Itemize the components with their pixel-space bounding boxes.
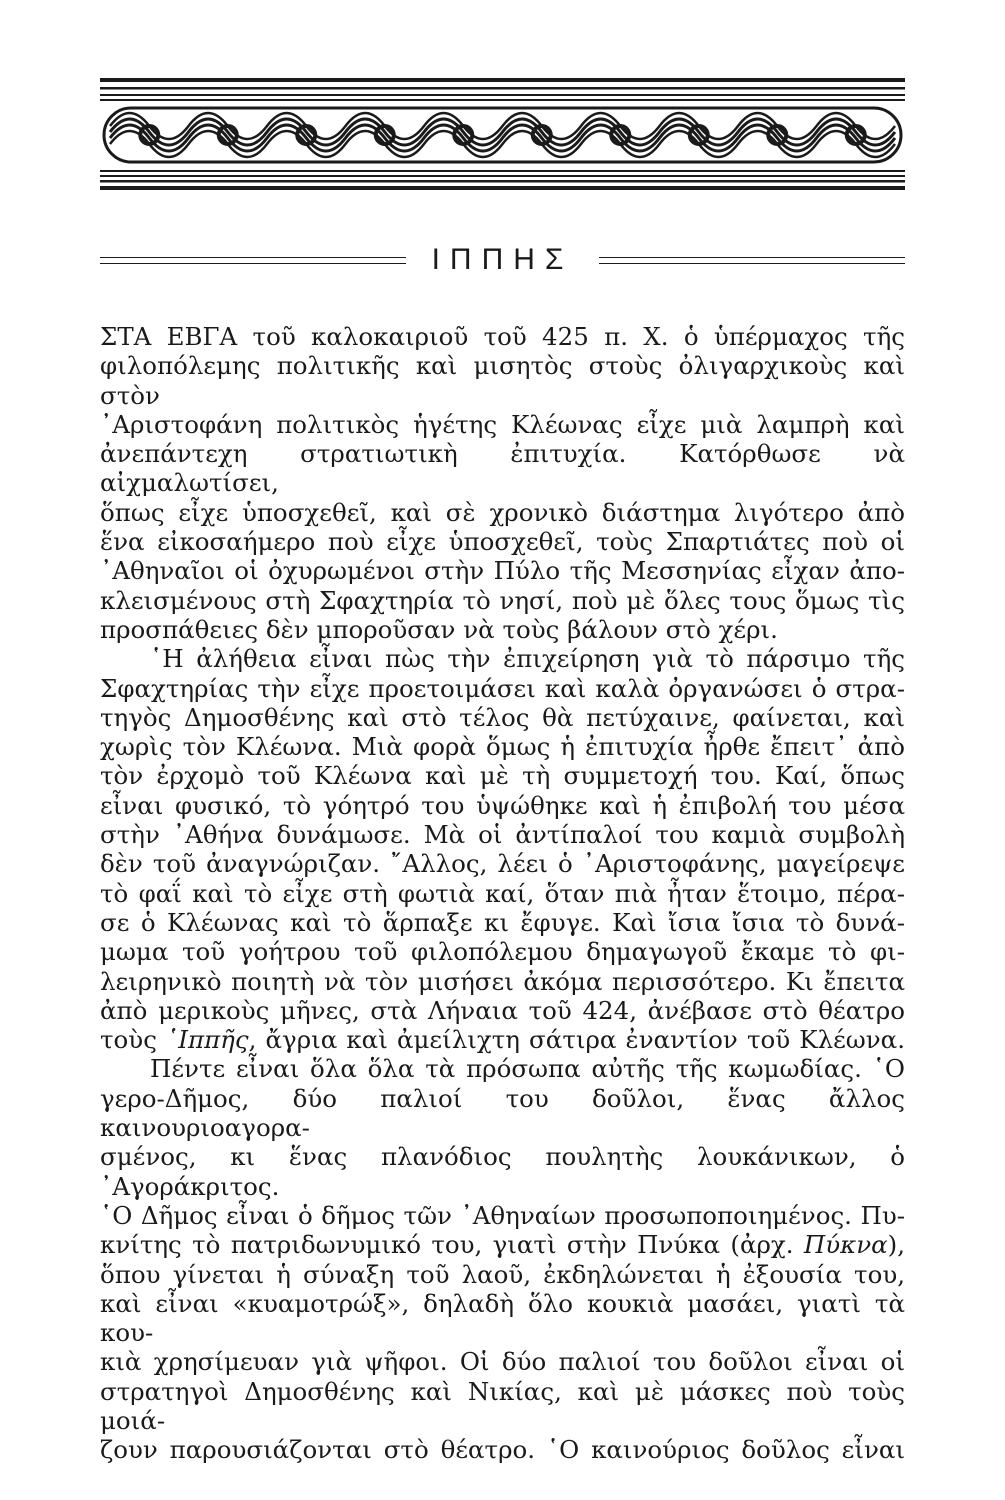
line: προσπάθειες δὲν μποροῦσαν νὰ τοὺς βάλουν στὸ χέρι. [100,614,778,644]
line: τὸ φαΐ καὶ τὸ εἶχε στὴ φωτιὰ καί, ὅταν πιὰ ἦταν ἕτοιμο, πέρα- [100,878,905,908]
line: κλεισμένους στὴ Σφαχτηρία τὸ νησί, ποὺ μὲ ὅλες τους ὅμως τὶς [100,585,905,615]
line: ᾿Αριστοφάνη πολιτικὸς ἡγέτης Κλέωνας εἶχε μιὰ λαμπρὴ καὶ [100,409,905,439]
title-rule-left [100,257,406,264]
meander-wave-ornament [100,78,905,190]
line: ἀπὸ μερικοὺς μῆνες, στὰ Λήναια τοῦ 424, ἀνέβασε στὸ θέατρο [100,995,905,1025]
line: Πέντε εἶναι ὅλα ὅλα τὰ πρόσωπα αὐτῆς τῆς κωμωδίας. ῾Ο [150,1054,905,1084]
line [100,1230,905,1259]
ornament-ring [611,126,629,144]
page-title: ΙΠΠΗΣ [431,243,574,276]
line: ὅπου γίνεται ἡ σύναξη τοῦ λαοῦ, ἐκδηλώνεται ἡ ἐξουσία του, [100,1259,905,1289]
line: τὸν ἐρχομὸ τοῦ Κλέωνα καὶ μὲ τὴ συμμετοχή του. Καί, ὅπως [100,761,905,791]
title-rule-right [599,257,905,264]
line: σμένος, κι ἕνας πλανόδιος πουλητὴς λουκάνικων, ὁ ᾿Αγοράκριτος. [100,1142,905,1201]
ornament-wave-strand [110,119,895,145]
ornament-ring [768,126,786,144]
line: γερο-Δῆμος, δύο παλιοί του δοῦλοι, ἕνας ἄλλος καινουριοαγορα- [100,1083,905,1143]
line: ᾿Αθηναῖοι οἱ ὀχυρωμένοι στὴν Πύλο τῆς Μεσσηνίας εἶχαν ἀπο- [100,556,905,586]
ornament-ring [454,126,472,144]
ornament-ring [140,126,158,144]
line: λειρηνικὸ ποιητὴ νὰ τὸν μισήσει ἀκόμα περισσότερο. Κι ἔπειτα [100,966,905,996]
line: τηγὸς Δημοσθένης καὶ στὸ τέλος θὰ πετύχαινε, φαίνεται, καὶ [100,702,905,732]
ornament-ring [847,126,865,144]
line: στὴν ᾿Αθήνα δυνάμωσε. Μὰ οἱ ἀντίπαλοί του καμιὰ συμβολὴ [100,820,905,850]
ornament-ring [533,126,551,144]
ornament-wave-strand [110,131,895,157]
play-title-italic: ῾Ιππῆς [166,1025,249,1055]
line: Σφαχτηρίας τὴν εἶχε προετοιμάσει καὶ καλὰ ὀργανώσει ὁ στρα- [100,673,905,703]
body-text [100,322,905,1465]
line: καὶ εἶναι «κυαμοτρώξ», δηλαδὴ ὅλο κουκιὰ μασάει, γιατὶ τὰ κου- [100,1288,905,1348]
line: ἕνα εἰκοσαήμερο ποὺ εἶχε ὑποσχεθεῖ, τοὺς Σπαρτιάτες ποὺ οἱ [100,527,905,557]
ornament-ring [376,126,394,144]
title-row [100,240,905,280]
line: φιλοπόλεμης πολιτικῆς καὶ μισητὸς στοὺς ὀλιγαρχικοὺς καὶ στὸν [100,351,905,410]
line: ῾Ο Δῆμος εἶναι ὁ δῆμος τῶν ᾿Αθηναίων προσωποποιημένος. Πυ- [100,1200,905,1230]
ornament-ring [219,126,237,144]
line: κιὰ χρησίμευαν γιὰ ψῆφοι. Οἱ δύο παλιοί του δοῦλοι εἶναι οἱ [100,1347,905,1377]
ornament-wave-strand [110,113,895,139]
text-run: κνίτης τὸ πατριδωνυμικό του, γιατὶ στὴν Πνύκα (ἀρχ. [100,1230,804,1260]
ornament-wave-strand [110,125,895,151]
line: σε ὁ Κλέωνας καὶ τὸ ἅρπαξε κι ἔφυγε. Καὶ ἴσια ἴσια τὸ δυνά- [100,907,905,937]
line: χωρὶς τὸν Κλέωνα. Μιὰ φορὰ ὅμως ἡ ἐπιτυχία ἦρθε ἔπειτ᾿ ἀπὸ [100,732,905,762]
line: ῾Η ἀλήθεια εἶναι πὼς τὴν ἐπιχείρηση γιὰ τὸ πάρσιμο τῆς [150,644,905,674]
ornament-ring [690,126,708,144]
ornament-ring [297,126,315,144]
line [100,1025,905,1054]
ancient-word-italic: Πύκνα [803,1230,888,1260]
text-run: τοὺς [100,1025,167,1055]
text-run: , ἄγρια καὶ ἀμείλιχτη σάτιρα ἐναντίον τοῦ Κλέωνα. [248,1025,905,1055]
line: ζουν παρουσιάζονται στὸ θέατρο. ῾Ο καινούριος δοῦλος εἶναι [100,1435,905,1465]
line: δὲν τοῦ ἀναγνώριζαν. ῎Αλλος, λέει ὁ ᾿Αριστοφάνης, μαγείρεψε [100,849,905,879]
line: μωμα τοῦ γοήτρου τοῦ φιλοπόλεμου δημαγωγοῦ ἔκαμε τὸ φι- [100,937,905,967]
text-run: ), [887,1230,905,1260]
line: ΣΤΑ ΕΒΓΑ τοῦ καλοκαιριοῦ τοῦ 425 π. Χ. ὁ ὑπέρμαχος τῆς [100,322,905,351]
line: ὅπως εἶχε ὑποσχεθεῖ, καὶ σὲ χρονικὸ διάστημα λιγότερο ἀπὸ [100,497,905,527]
line: εἶναι φυσικό, τὸ γόητρό του ὑψώθηκε καὶ ἡ ἐπιβολή του μέσα [100,790,905,820]
line: ἀνεπάντεχη στρατιωτικὴ ἐπιτυχία. Κατόρθωσε νὰ αἰχμαλωτίσει, [100,439,905,498]
line: στρατηγοὶ Δημοσθένης καὶ Νικίας, καὶ μὲ μάσκες ποὺ τοὺς μοιά- [100,1376,905,1435]
